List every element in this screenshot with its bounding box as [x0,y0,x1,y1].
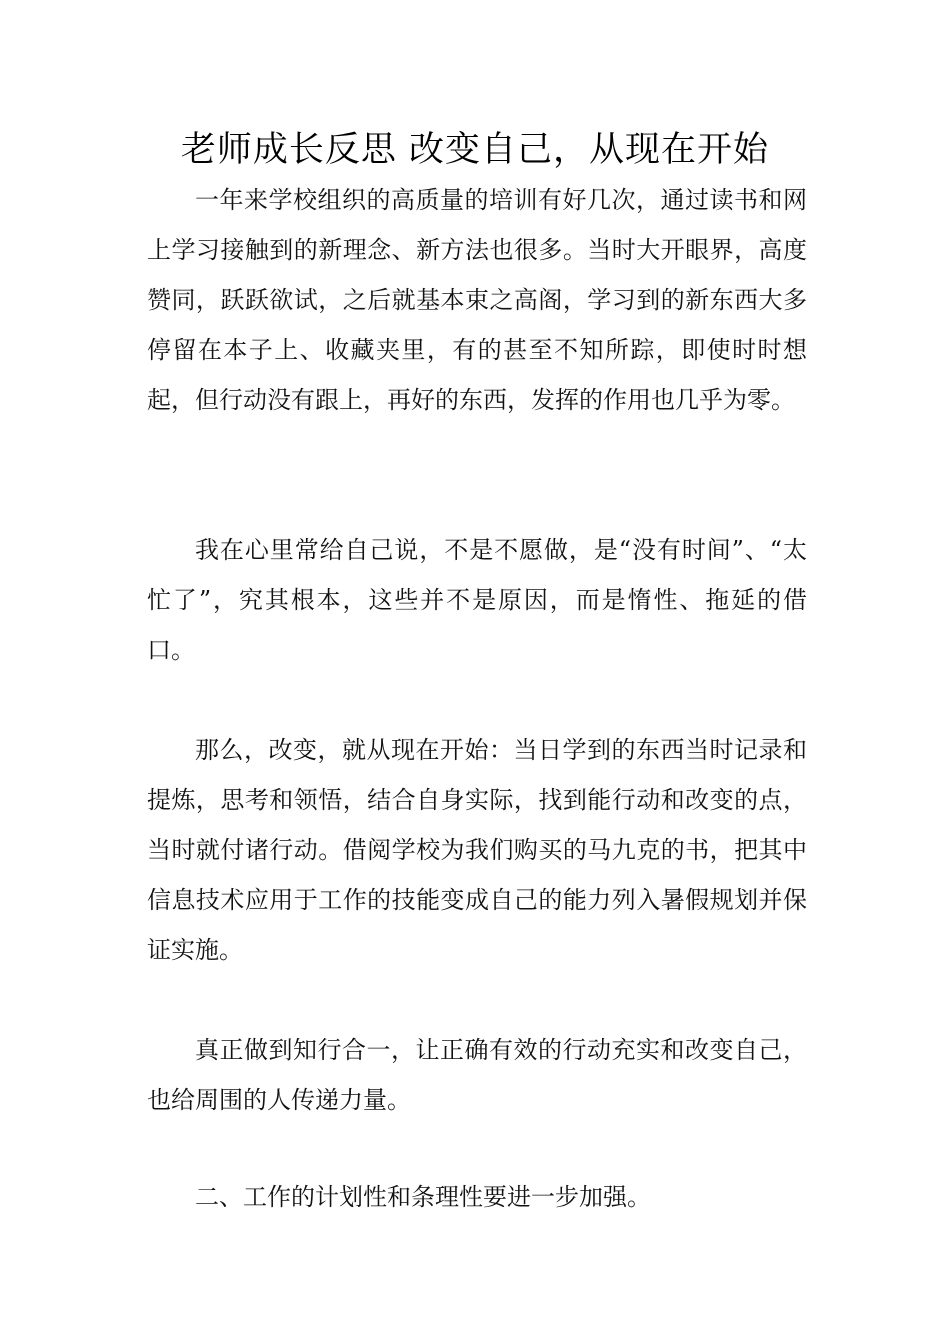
paragraph-4: 真正做到知行合一，让正确有效的行动充实和改变自己，也给周围的人传递力量。 [147,1036,807,1114]
paragraph-1: 一年来学校组织的高质量的培训有好几次，通过读书和网上学习接触到的新理念、新方法也很多。当时大开眼界，高度赞同，跃跃欲试，之后就基本束之高阁，学习到的新东西大多停留在本子上、收藏夹里，有的甚至不知所踪，即使时时想起，但行动没有跟上，再好的东西，发挥的作用也几乎为零。 [147,186,807,414]
paragraph-2: 我在心里常给自己说，不是不愿做，是“没有时间”、“太忙了”，究其根本，这些并不是原因，而是惰性、拖延的借口。 [147,536,807,664]
paragraph-3: 那么，改变，就从现在开始：当日学到的东西当时记录和提炼，思考和领悟，结合自身实际，找到能行动和改变的点，当时就付诸行动。借阅学校为我们购买的马九克的书，把其中信息技术应用于工作的技能变成自己的能力列入暑假规划并保证实施。 [147,736,807,964]
section-heading: 二、工作的计划性和条理性要进一步加强。 [195,1183,651,1211]
document-title: 老师成长反思 改变自己，从现在开始 [180,130,770,170]
